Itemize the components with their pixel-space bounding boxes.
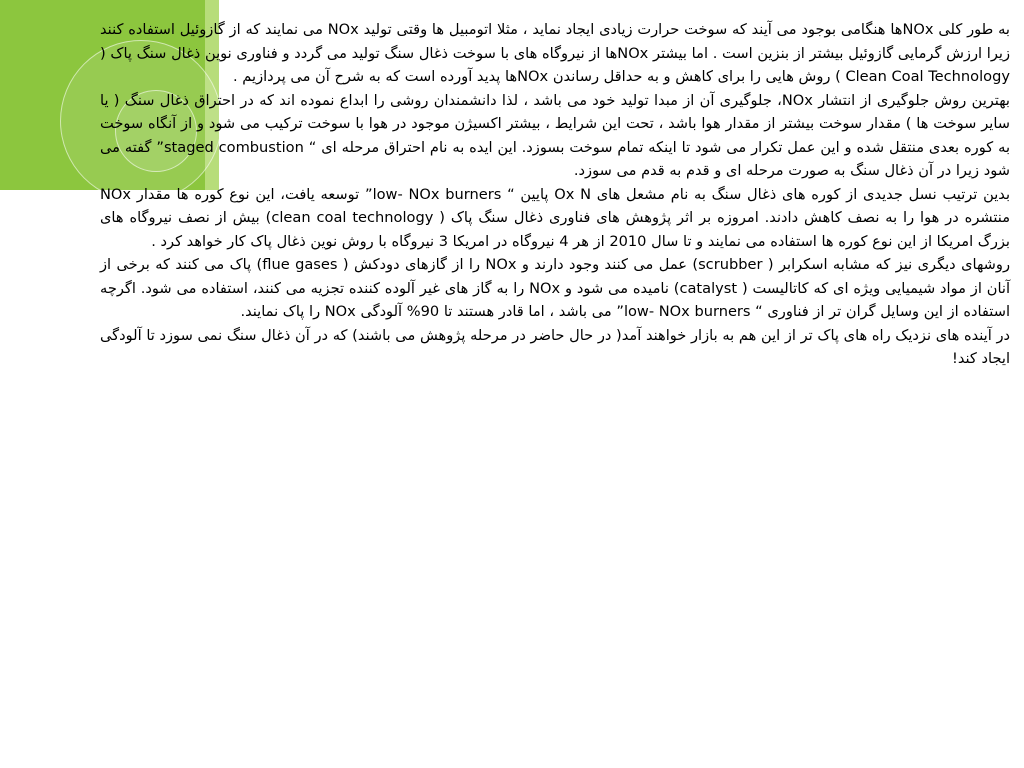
- paragraph-future: در آینده های نزدیک راه های پاک تر از این هم به بازار خواهند آمد( در حال حاضر در مرحله پژوهش می باشند) که در آن ذغال سنگ نمی سوزد تا آلودگی ایجاد کند!: [100, 326, 1010, 367]
- paragraph-nox-sources: به طور کلی NOxها هنگامی بوجود می آیند که سوخت حرارت زیادی ایجاد نماید ، مثلا اتومبیل ها وقتی تولید NOx می نمایند که از گازوئیل استفاده کنند زیرا ارزش گرمایی گازوئیل بیشتر از بنزین است . اما بیشتر NOxها از نیروگاه های با سوخت ذغال سنگ تولید می گردد و فناوری نوین ذغال سنگ پاک ( Clean Coal Technology ) روش هایی را برای کاهش و به حداقل رساندن NOxها پدید آورده است که به شرح آن می پردازیم .: [100, 21, 1010, 85]
- paragraph-low-nox-burners: بدین ترتیب نسل جدیدی از کوره های ذغال سنگ به نام مشعل های Ox N پایین “ low- NOx burners” توسعه یافت، این نوع کوره ها مقدار NOx منتشره در هوا را به نصف کاهش دادند. امروزه بر اثر پژوهش های فناوری ذغال سنگ پاک ( clean coal technology) بیش از نصف نیروگاه های بزرگ امریکا از این نوع کوره ها استفاده می نمایند و تا سال 2010 از هر 4 نیروگاه در امریکا 3 نیروگاه با روش نوین ذغال پاک کار خواهد کرد .: [100, 185, 1011, 250]
- paragraph-scrubber-catalyst: روشهای دیگری نیز که مشابه اسکرابر ( scrubber) عمل می کنند وجود دارند و NOx را از گازهای دودکش ( flue gases) پاک می کنند که برخی از آنان از مواد شیمیایی ویژه ای که کاتالیست ( catalyst) نامیده می شود و NOx را به گاز های غیر آلوده کننده تجزیه می کنند، استفاده می شود. اگرچه استفاده از این وسایل گران تر از فناوری “ low- NOx burners” می باشد ، اما قادر هستند تا 90% آلودگی NOx را پاک نمایند.: [100, 256, 1011, 320]
- paragraph-staged-combustion: بهترین روش جلوگیری از انتشار NOx، جلوگیری آن از مبدا تولید خود می باشد ، لذا دانشمندان روشی را ابداع نموده اند که در احتراق ذغال سنگ ( یا سایر سوخت ها ) مقدار سوخت بیشتر از مقدار هوا باشد ، تحت این شرایط ، بیشتر اکسیژن موجود در هوا با سوخت ترکیب می شود و از آنگاه سوخت به کوره بعدی منتقل شده و این عمل تکرار می شود تا اینکه تمام سوخت بسوزد. این ایده به نام احتراق مرحله ای “ staged combustion” گفته می شود زیرا در آن ذغال سنگ به صورت مرحله ای و قدم به قدم می سوزد.: [100, 91, 1011, 179]
- body-text: [100, 18, 1010, 371]
